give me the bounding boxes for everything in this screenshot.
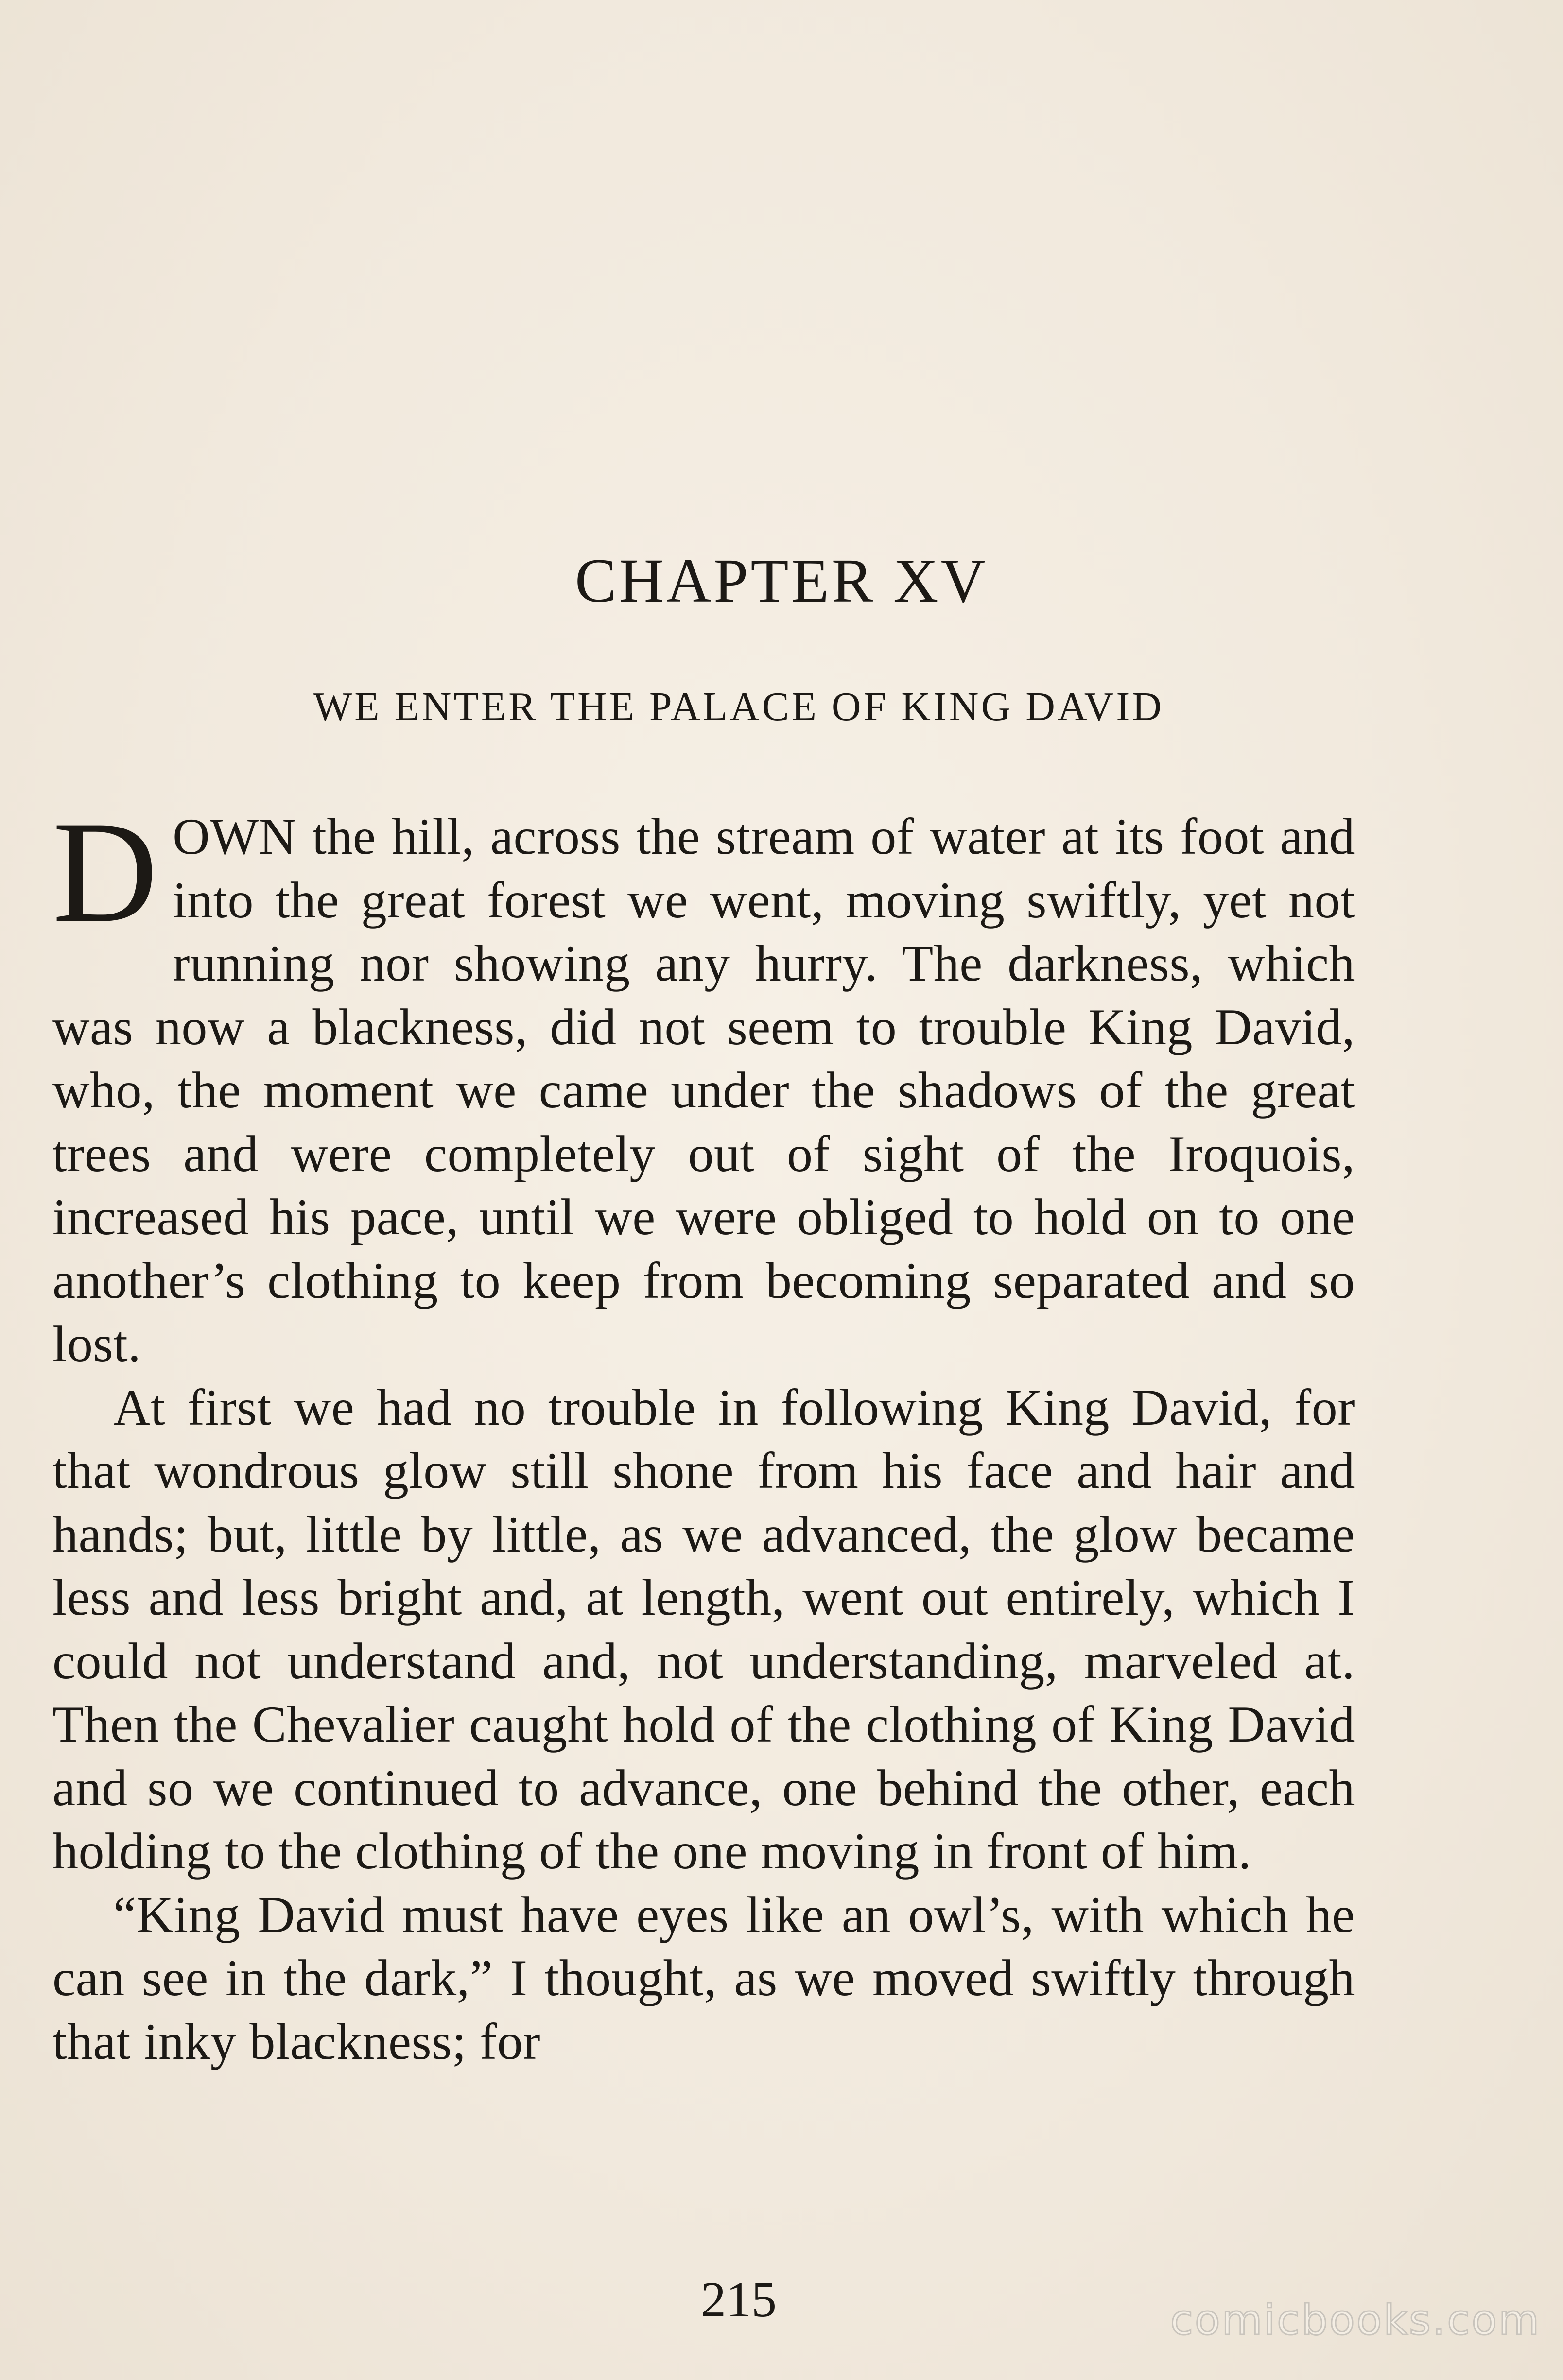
- paragraph-1: [52, 791, 1355, 1376]
- body-text: [52, 791, 1355, 2073]
- paragraph-3: “King David must have eyes like an owl’s, with which he can see in the dark,” I thought, as we moved swiftly through that inky blackness; for: [52, 1886, 1355, 2070]
- chapter-title: CHAPTER XV: [574, 546, 989, 615]
- paragraph-2: At first we had no trouble in following King David, for that wondrous glow still shone from his face and hair and hands; but, little by little, as we advanced, the glow became less and less bright and, at length, went out entirely, which I could not understand and, not understanding, marveled at. Then the Chevalier caught hold of the clothing of King David and so we continued to advance, one behind the other, each holding to the clothing of the one moving in front of him.: [52, 1379, 1355, 1880]
- drop-cap: D: [52, 791, 158, 952]
- paragraph-1-text: OWN the hill, across the stream of water at its foot and into the great forest we went, moving swiftly, yet not running nor showing any hurry. The darkness, which was now a blackness, did not seem to trouble King David, who, the moment we came under the shadows of the great trees and were completely out of sight of the Iroquois, increased his pace, until we were obliged to hold on to one another’s clothing to keep from becoming separated and so lost.: [52, 808, 1355, 1372]
- page-number: 215: [701, 2272, 777, 2328]
- watermark-logo: comicbooks.com: [1170, 2296, 1541, 2345]
- chapter-subtitle: WE ENTER THE PALACE OF KING DAVID: [313, 684, 1164, 729]
